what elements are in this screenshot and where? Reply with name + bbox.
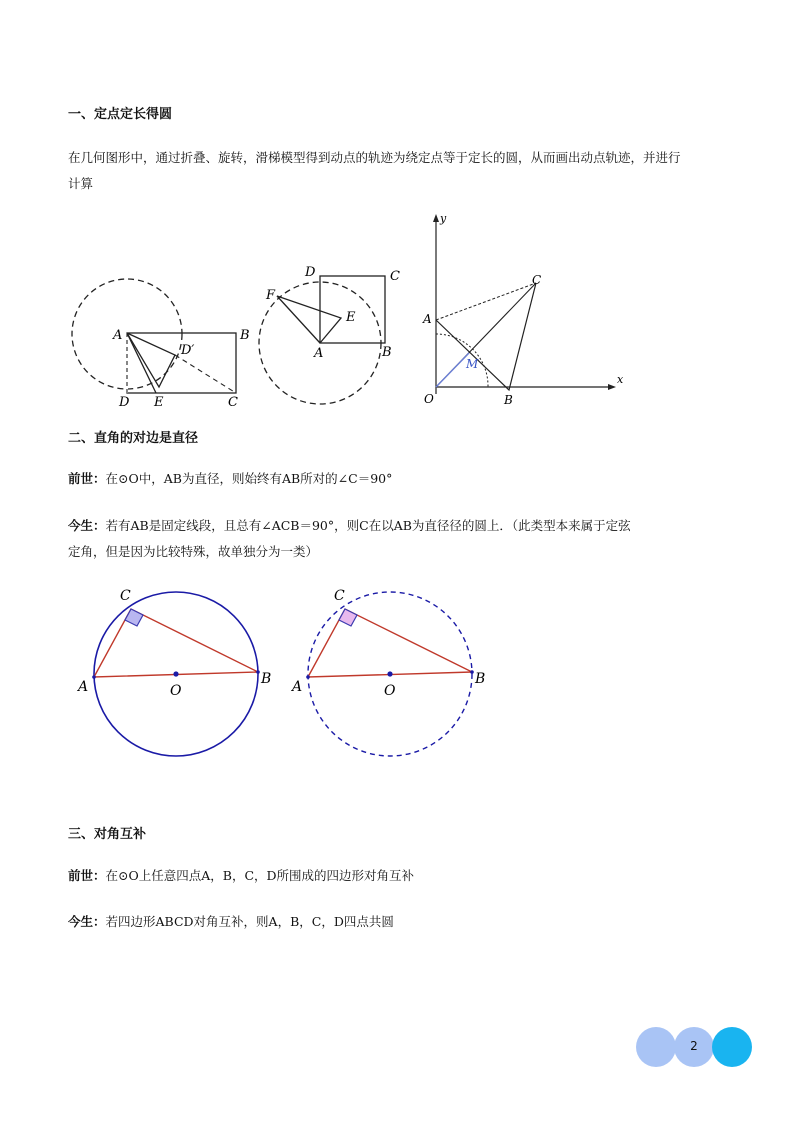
section1-title: 一、定点定长得圆	[68, 107, 173, 122]
figure2-label-c: C	[390, 269, 400, 284]
figure1-dashed-dc	[175, 355, 236, 393]
figure5-label-a: A	[292, 679, 303, 695]
figure5-label-c: C	[334, 588, 345, 604]
section2-past-label: 前世：	[68, 471, 106, 486]
section1-body	[68, 145, 748, 197]
figure4-diagram	[74, 583, 284, 763]
figure4-label-c: C	[120, 588, 131, 604]
figure5-label-o: O	[384, 683, 396, 699]
figure2-label-e: E	[346, 310, 356, 325]
figure5-diagram	[288, 583, 498, 763]
page-number: 2	[690, 1039, 698, 1053]
page-number-badge	[636, 1027, 752, 1067]
section2-past-text: 在⊙O中，AB为直径，则始终有AB所对的∠C＝90°	[105, 471, 393, 486]
figure4-label-o: O	[170, 683, 182, 699]
figure1-line-ae	[127, 333, 156, 393]
figure5-point-b	[470, 670, 474, 674]
section2-now-text-line2: 定角，但是因为比较特殊，故单独分为一类）	[68, 544, 319, 559]
section2-now	[68, 513, 748, 565]
figure5-label-b: B	[475, 671, 486, 687]
section3-now-label: 今生：	[68, 914, 106, 929]
section3-past-label: 前世：	[68, 868, 106, 883]
section3-now	[68, 909, 394, 935]
pager-circle-right	[712, 1027, 752, 1067]
figure1-label-a: A	[113, 328, 123, 343]
figure3-label-o: O	[424, 392, 434, 406]
figure2-label-d: D	[305, 265, 316, 280]
figure1-rectangle	[127, 333, 236, 393]
figure2-diagram	[255, 262, 405, 408]
figure2-rotated-triangle	[277, 296, 341, 343]
section2-now-text-line1: 若有AB是固定线段，且总有∠ACB＝90°，则C在以AB为直径径的圆上．（此类型本来属于定弦	[105, 518, 631, 533]
figure3-label-c: C	[532, 273, 542, 287]
figure1-label-d-prime: D′	[181, 343, 195, 358]
figure5-center-point	[387, 671, 392, 676]
section1-body-line1: 在几何图形中，通过折叠、旋转，滑梯模型得到动点的轨迹为绕定点等于定长的圆，从而画出动点轨迹，并进行	[68, 150, 681, 165]
figure4-point-b	[256, 670, 260, 674]
figure4-label-a: A	[78, 679, 89, 695]
figure1-label-b: B	[240, 328, 250, 343]
figure3-label-x: x	[617, 373, 624, 386]
figure4-triangle	[94, 609, 258, 677]
figure1-label-d: D	[119, 395, 130, 410]
figure4-right-angle-mark	[125, 609, 143, 626]
section1-body-line2: 计算	[68, 176, 94, 191]
section2-title: 二、直角的对边是直径	[68, 431, 199, 446]
section3-past	[68, 863, 414, 889]
figure1-label-e: E	[154, 395, 164, 410]
figure3-diagram	[418, 210, 628, 410]
figure3-label-m: M	[466, 357, 479, 371]
figure1-fold-triangle	[127, 333, 175, 387]
figure5-triangle	[308, 609, 472, 677]
figure3-dashed-ac	[436, 283, 536, 320]
figure5-right-angle-mark	[339, 609, 357, 626]
section3-title: 三、对角互补	[68, 827, 147, 842]
figure3-segment-om	[436, 353, 469, 387]
figure3-label-y: y	[440, 212, 447, 225]
figure3-label-b: B	[504, 393, 513, 407]
figure4-center-point	[173, 671, 178, 676]
figure1-diagram	[62, 270, 262, 410]
pager-circle-left	[636, 1027, 676, 1067]
figure5-point-a	[306, 675, 310, 679]
figure2-label-b: B	[382, 345, 392, 360]
figure2-label-f: F	[266, 288, 276, 303]
figure3-label-a: A	[423, 312, 432, 326]
figure2-label-a: A	[314, 346, 324, 361]
section2-now-label: 今生：	[68, 518, 106, 533]
section3-past-text: 在⊙O上任意四点A，B，C，D所围成的四边形对角互补	[105, 868, 415, 883]
section3-now-text: 若四边形ABCD对角互补，则A，B，C，D四点共圆	[105, 914, 394, 929]
section2-past	[68, 466, 392, 492]
figure4-point-a	[92, 675, 96, 679]
figure1-label-c: C	[228, 395, 238, 410]
figure4-label-b: B	[261, 671, 272, 687]
